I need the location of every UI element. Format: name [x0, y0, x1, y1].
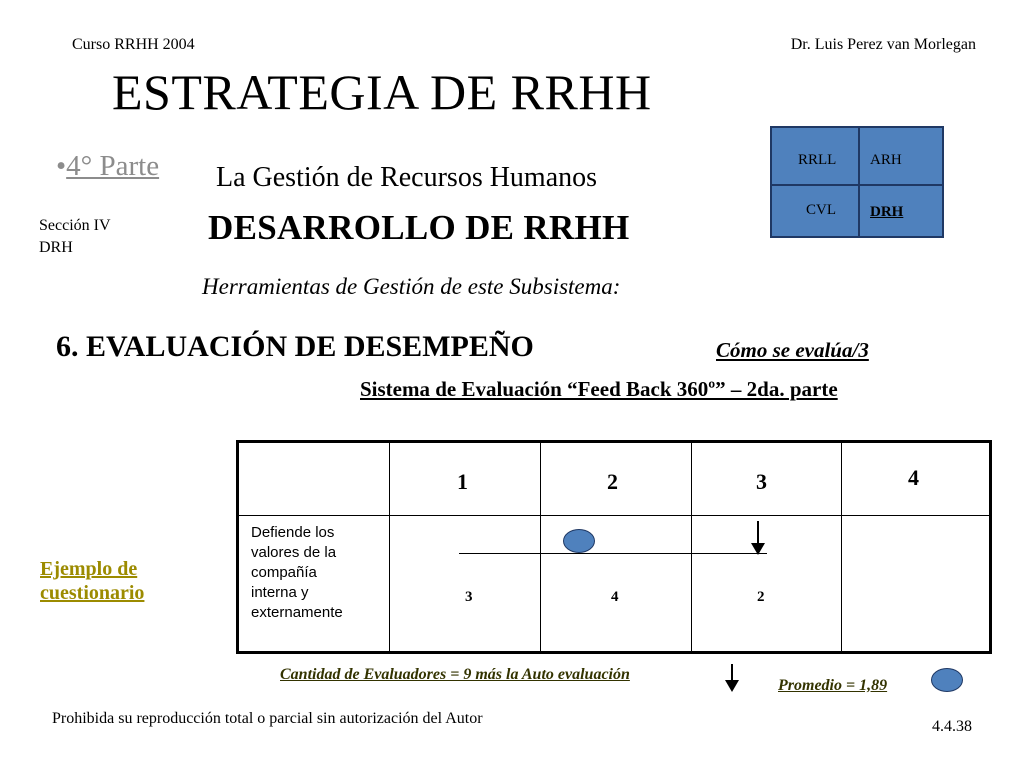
- matrix-cell-cvl: CVL: [806, 202, 836, 218]
- criterion-line: externamente: [251, 604, 343, 621]
- legend-circle-icon: [931, 668, 963, 692]
- header-author: Dr. Luis Perez van Morlegan: [790, 36, 976, 53]
- table-row-divider: [239, 515, 989, 516]
- como-se-evalua-link[interactable]: Cómo se evalúa/3: [716, 338, 869, 362]
- evaluation-title: 6. EVALUACIÓN DE DESEMPEÑO: [56, 330, 534, 363]
- header-course: Curso RRHH 2004: [72, 36, 195, 53]
- average-note: Promedio = 1,89: [778, 677, 888, 694]
- self-evaluation-arrow-icon: [751, 521, 765, 555]
- matrix-cell-arh: ARH: [870, 152, 902, 168]
- section-reference-line2: DRH: [39, 239, 73, 256]
- questionnaire-table: [236, 440, 992, 654]
- parte-bullet[interactable]: [56, 150, 159, 183]
- table-col-divider: [691, 443, 692, 651]
- slide-number: 4.4.38: [932, 718, 972, 735]
- column-header-3: 3: [756, 469, 767, 494]
- average-marker-circle-icon: [563, 529, 595, 553]
- criterion-line: compañía: [251, 564, 317, 581]
- criterion-text: [251, 523, 391, 623]
- subsystem-matrix: [770, 126, 944, 238]
- matrix-cell-drh: DRH: [870, 204, 904, 220]
- copyright-footer: Prohibida su reproducción total o parcial sin autorización del Autor: [52, 710, 483, 727]
- score-count-3: 2: [757, 589, 765, 605]
- score-count-2: 4: [611, 589, 619, 605]
- rating-scale-line: [459, 553, 767, 554]
- slide-subtitle: La Gestión de Recursos Humanos: [216, 162, 598, 193]
- slide-title: ESTRATEGIA DE RRHH: [112, 64, 652, 120]
- tools-heading: Herramientas de Gestión de este Subsistema:: [202, 274, 621, 299]
- parte-label: 4° Parte: [66, 150, 160, 182]
- column-header-1: 1: [457, 469, 468, 494]
- table-col-divider: [540, 443, 541, 651]
- bullet-glyph: •: [56, 150, 67, 182]
- criterion-line: interna y: [251, 584, 309, 601]
- column-header-2: 2: [607, 469, 618, 494]
- feedback-360-subtitle: Sistema de Evaluación “Feed Back 360º” – 2da. parte: [360, 377, 838, 401]
- evaluator-count-note: Cantidad de Evaluadores = 9 más la Auto evaluación: [280, 666, 630, 683]
- section-reference-line1: Sección IV: [39, 217, 111, 234]
- example-questionnaire-label: Ejemplo de cuestionario: [40, 558, 145, 604]
- legend-arrow-icon: [725, 664, 739, 692]
- criterion-line: Defiende los: [251, 524, 335, 541]
- section-title: DESARROLLO DE RRHH: [208, 208, 630, 247]
- table-col-divider: [841, 443, 842, 651]
- matrix-divider-vertical: [858, 128, 860, 236]
- section-reference: [39, 215, 159, 259]
- matrix-cell-rrll: RRLL: [798, 152, 837, 168]
- score-count-1: 3: [465, 589, 473, 605]
- matrix-divider-horizontal: [772, 184, 942, 186]
- criterion-line: valores de la: [251, 544, 337, 561]
- column-header-4: 4: [908, 465, 919, 490]
